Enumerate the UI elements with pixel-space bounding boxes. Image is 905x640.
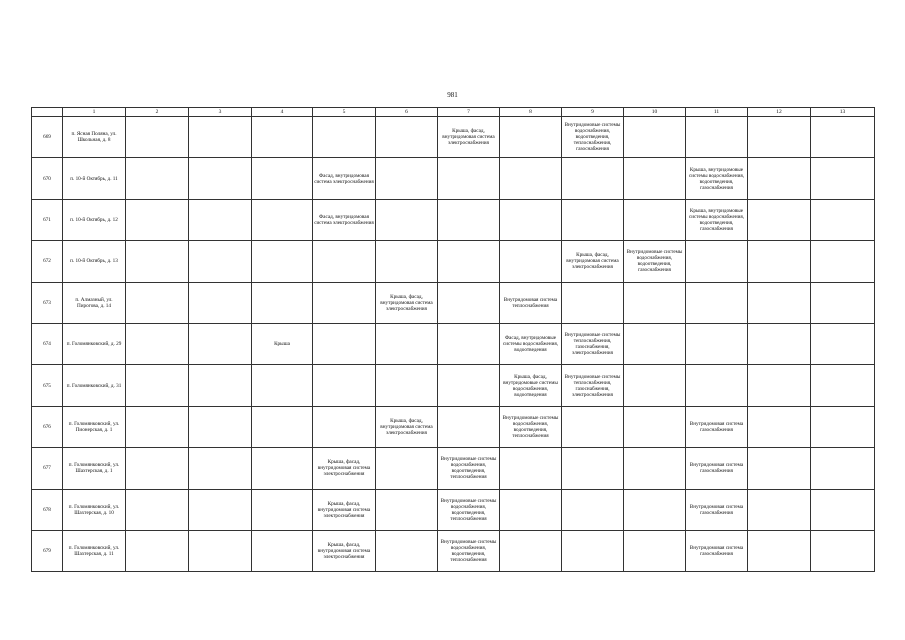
work-type-cell: Крыша, фасад, внутридомовая система электроснабжения	[313, 448, 376, 489]
table-body	[32, 108, 875, 572]
work-type-cell	[562, 199, 624, 240]
work-type-cell	[624, 323, 686, 364]
work-type-cell	[376, 489, 438, 530]
work-type-cell	[624, 406, 686, 447]
table-row	[32, 323, 875, 364]
address-cell: п. 10-й Октябрь, д. 12	[63, 199, 126, 240]
work-type-cell: Внутридомовые системы водоснабжения, водоотведения, теплоснабжения, газоснабжения	[562, 117, 624, 158]
work-type-cell	[126, 323, 189, 364]
work-type-cell	[189, 158, 252, 199]
table-row	[32, 241, 875, 282]
work-type-cell: Внутридомовая система газоснабжения	[686, 489, 748, 530]
work-type-cell	[811, 448, 875, 489]
row-number-cell: 670	[32, 158, 63, 199]
row-number-cell: 669	[32, 117, 63, 158]
work-type-cell	[624, 489, 686, 530]
work-type-cell	[313, 365, 376, 406]
work-type-cell	[748, 448, 811, 489]
table-row	[32, 489, 875, 530]
work-type-cell	[313, 323, 376, 364]
work-type-cell	[252, 489, 313, 530]
work-type-cell: Внутридомовая система теплоснабжения	[500, 282, 562, 323]
work-type-cell	[748, 489, 811, 530]
work-type-cell	[126, 448, 189, 489]
column-number-header: 2	[126, 108, 189, 117]
work-type-cell	[686, 323, 748, 364]
work-type-cell	[500, 489, 562, 530]
work-type-cell	[811, 406, 875, 447]
work-type-cell	[313, 117, 376, 158]
work-type-cell	[126, 241, 189, 282]
row-number-cell: 679	[32, 530, 63, 571]
work-type-cell	[748, 323, 811, 364]
work-type-cell: Крыша, внутридомовые системы водоснабжения, водоотведения, газоснабжения	[686, 199, 748, 240]
column-number-header: 1	[63, 108, 126, 117]
address-cell: п. Голомянковский, д. 31	[63, 365, 126, 406]
column-number-row	[32, 108, 875, 117]
table-row	[32, 158, 875, 199]
work-type-cell	[686, 117, 748, 158]
column-number-header: 10	[624, 108, 686, 117]
work-type-cell	[252, 530, 313, 571]
work-type-cell: Фасад, внутридомовые системы водоснабжения, водоотведения	[500, 323, 562, 364]
work-type-cell	[748, 117, 811, 158]
work-type-cell	[562, 282, 624, 323]
work-type-cell	[811, 199, 875, 240]
work-type-cell	[189, 117, 252, 158]
work-type-cell	[438, 365, 500, 406]
work-type-cell	[438, 158, 500, 199]
work-type-cell: Внутридомовые системы водоснабжения, водоотведения, теплоснабжения	[438, 448, 500, 489]
address-cell: п. Алмазный, ул. Пирогова, д. 14	[63, 282, 126, 323]
work-type-cell	[811, 117, 875, 158]
work-type-cell	[811, 158, 875, 199]
work-type-cell	[500, 158, 562, 199]
work-type-cell: Внутридомовые системы теплоснабжения, газоснабжения, электроснабжения	[562, 323, 624, 364]
work-type-cell	[748, 406, 811, 447]
table-row	[32, 448, 875, 489]
work-type-cell: Внутридомовая система газоснабжения	[686, 530, 748, 571]
work-type-cell: Крыша, фасад, внутридомовые системы водоснабжения, водоотведения	[500, 365, 562, 406]
work-type-cell	[811, 241, 875, 282]
work-type-cell: Внутридомовые системы теплоснабжения, газоснабжения, электроснабжения	[562, 365, 624, 406]
work-type-cell	[500, 241, 562, 282]
work-type-cell	[189, 199, 252, 240]
row-number-cell: 675	[32, 365, 63, 406]
repair-schedule-table	[31, 107, 875, 572]
address-cell: п. Голомянковский, ул. Пионерская, д. 1	[63, 406, 126, 447]
work-type-cell	[376, 241, 438, 282]
work-type-cell	[438, 241, 500, 282]
work-type-cell	[126, 530, 189, 571]
work-type-cell	[686, 241, 748, 282]
work-type-cell	[562, 489, 624, 530]
work-type-cell	[376, 199, 438, 240]
table-row	[32, 406, 875, 447]
work-type-cell	[189, 365, 252, 406]
work-type-cell	[500, 199, 562, 240]
work-type-cell	[500, 530, 562, 571]
work-type-cell: Внутридомовые системы водоснабжения, водоотведения, теплоснабжения	[500, 406, 562, 447]
work-type-cell	[748, 365, 811, 406]
column-number-header: 4	[252, 108, 313, 117]
work-type-cell: Фасад, внутридомовая система электроснабжения	[313, 199, 376, 240]
work-type-cell	[624, 199, 686, 240]
work-type-cell	[376, 158, 438, 199]
work-type-cell	[189, 323, 252, 364]
work-type-cell: Крыша, фасад, внутридомовая система электроснабжения	[313, 530, 376, 571]
work-type-cell	[313, 282, 376, 323]
work-type-cell	[811, 530, 875, 571]
work-type-cell	[376, 117, 438, 158]
address-cell: п. 10-й Октябрь, д. 11	[63, 158, 126, 199]
column-number-header: 9	[562, 108, 624, 117]
column-number-header: 11	[686, 108, 748, 117]
work-type-cell	[438, 323, 500, 364]
work-type-cell	[562, 530, 624, 571]
work-type-cell: Крыша, фасад, внутридомовая система электроснабжения	[562, 241, 624, 282]
table-row	[32, 365, 875, 406]
work-type-cell	[562, 158, 624, 199]
table-row	[32, 282, 875, 323]
work-type-cell	[189, 448, 252, 489]
row-number-cell: 672	[32, 241, 63, 282]
work-type-cell	[376, 448, 438, 489]
work-type-cell	[313, 241, 376, 282]
work-type-cell	[748, 241, 811, 282]
row-number-cell: 676	[32, 406, 63, 447]
work-type-cell: Внутридомовые системы водоснабжения, водоотведения, теплоснабжения	[438, 530, 500, 571]
work-type-cell	[189, 489, 252, 530]
table-row	[32, 530, 875, 571]
address-cell: п. 10-й Октябрь, д. 13	[63, 241, 126, 282]
work-type-cell	[252, 448, 313, 489]
column-number-header: 13	[811, 108, 875, 117]
work-type-cell	[252, 406, 313, 447]
address-cell: п. Голомянковский, д. 29	[63, 323, 126, 364]
work-type-cell	[748, 282, 811, 323]
work-type-cell	[624, 530, 686, 571]
work-type-cell	[126, 489, 189, 530]
work-type-cell	[252, 199, 313, 240]
work-type-cell	[438, 199, 500, 240]
work-type-cell: Внутридомовые системы водоснабжения, водоотведения, теплоснабжения	[438, 489, 500, 530]
work-type-cell	[376, 365, 438, 406]
work-type-cell	[126, 158, 189, 199]
work-type-cell	[438, 282, 500, 323]
work-type-cell: Внутридомовые системы водоснабжения, водоотведения, газоснабжения	[624, 241, 686, 282]
work-type-cell	[438, 406, 500, 447]
column-number-header: 12	[748, 108, 811, 117]
work-type-cell: Внутридомовая система газоснабжения	[686, 448, 748, 489]
work-type-cell	[252, 282, 313, 323]
work-type-cell: Крыша, внутридомовые системы водоснабжения, водоотведения, газоснабжения	[686, 158, 748, 199]
address-cell: п. Голомянковский, ул. Шахтерская, д. 11	[63, 530, 126, 571]
work-type-cell	[748, 158, 811, 199]
work-type-cell	[189, 530, 252, 571]
work-type-cell	[189, 406, 252, 447]
work-type-cell: Крыша, фасад, внутридомовая система электроснабжения	[313, 489, 376, 530]
work-type-cell	[252, 241, 313, 282]
work-type-cell	[126, 406, 189, 447]
work-type-cell: Крыша, фасад, внутридомовая система электроснабжения	[376, 282, 438, 323]
address-cell: п. Голомянковский, ул. Шахтерская, д. 10	[63, 489, 126, 530]
work-type-cell: Крыша	[252, 323, 313, 364]
work-type-cell: Внутридомовая система газоснабжения	[686, 406, 748, 447]
work-type-cell	[252, 158, 313, 199]
work-type-cell	[126, 199, 189, 240]
row-number-cell: 678	[32, 489, 63, 530]
work-type-cell	[500, 117, 562, 158]
work-type-cell	[376, 323, 438, 364]
work-type-cell	[562, 448, 624, 489]
work-type-cell	[562, 406, 624, 447]
work-type-cell	[126, 117, 189, 158]
work-type-cell: Крыша, фасад, внутридомовая система электроснабжения	[438, 117, 500, 158]
work-type-cell	[252, 117, 313, 158]
work-type-cell	[811, 282, 875, 323]
work-type-cell	[189, 241, 252, 282]
column-number-header: 3	[189, 108, 252, 117]
column-number-header: 7	[438, 108, 500, 117]
row-number-cell: 674	[32, 323, 63, 364]
work-type-cell	[686, 365, 748, 406]
work-type-cell: Фасад, внутридомовая система электроснабжения	[313, 158, 376, 199]
work-type-cell	[126, 282, 189, 323]
work-type-cell	[811, 323, 875, 364]
row-number-cell: 677	[32, 448, 63, 489]
work-type-cell	[252, 365, 313, 406]
work-type-cell	[624, 117, 686, 158]
work-type-cell	[811, 365, 875, 406]
column-number-header: 5	[313, 108, 376, 117]
table-row	[32, 117, 875, 158]
table-row	[32, 199, 875, 240]
work-type-cell	[748, 199, 811, 240]
work-type-cell	[313, 406, 376, 447]
address-cell: п. Ясная Поляна, ул. Школьная, д. 8	[63, 117, 126, 158]
column-number-header: 6	[376, 108, 438, 117]
header-cell-blank	[32, 108, 63, 117]
work-type-cell	[686, 282, 748, 323]
work-type-cell	[624, 158, 686, 199]
work-type-cell	[126, 365, 189, 406]
work-type-cell	[624, 448, 686, 489]
work-type-cell	[748, 530, 811, 571]
work-type-cell	[624, 365, 686, 406]
work-type-cell: Крыша, фасад, внутридомовая система электроснабжения	[376, 406, 438, 447]
page-number: 981	[447, 91, 458, 99]
work-type-cell	[624, 282, 686, 323]
row-number-cell: 673	[32, 282, 63, 323]
work-type-cell	[500, 448, 562, 489]
column-number-header: 8	[500, 108, 562, 117]
work-type-cell	[376, 530, 438, 571]
work-type-cell	[189, 282, 252, 323]
work-type-cell	[811, 489, 875, 530]
address-cell: п. Голомянковский, ул. Шахтерская, д. 1	[63, 448, 126, 489]
row-number-cell: 671	[32, 199, 63, 240]
